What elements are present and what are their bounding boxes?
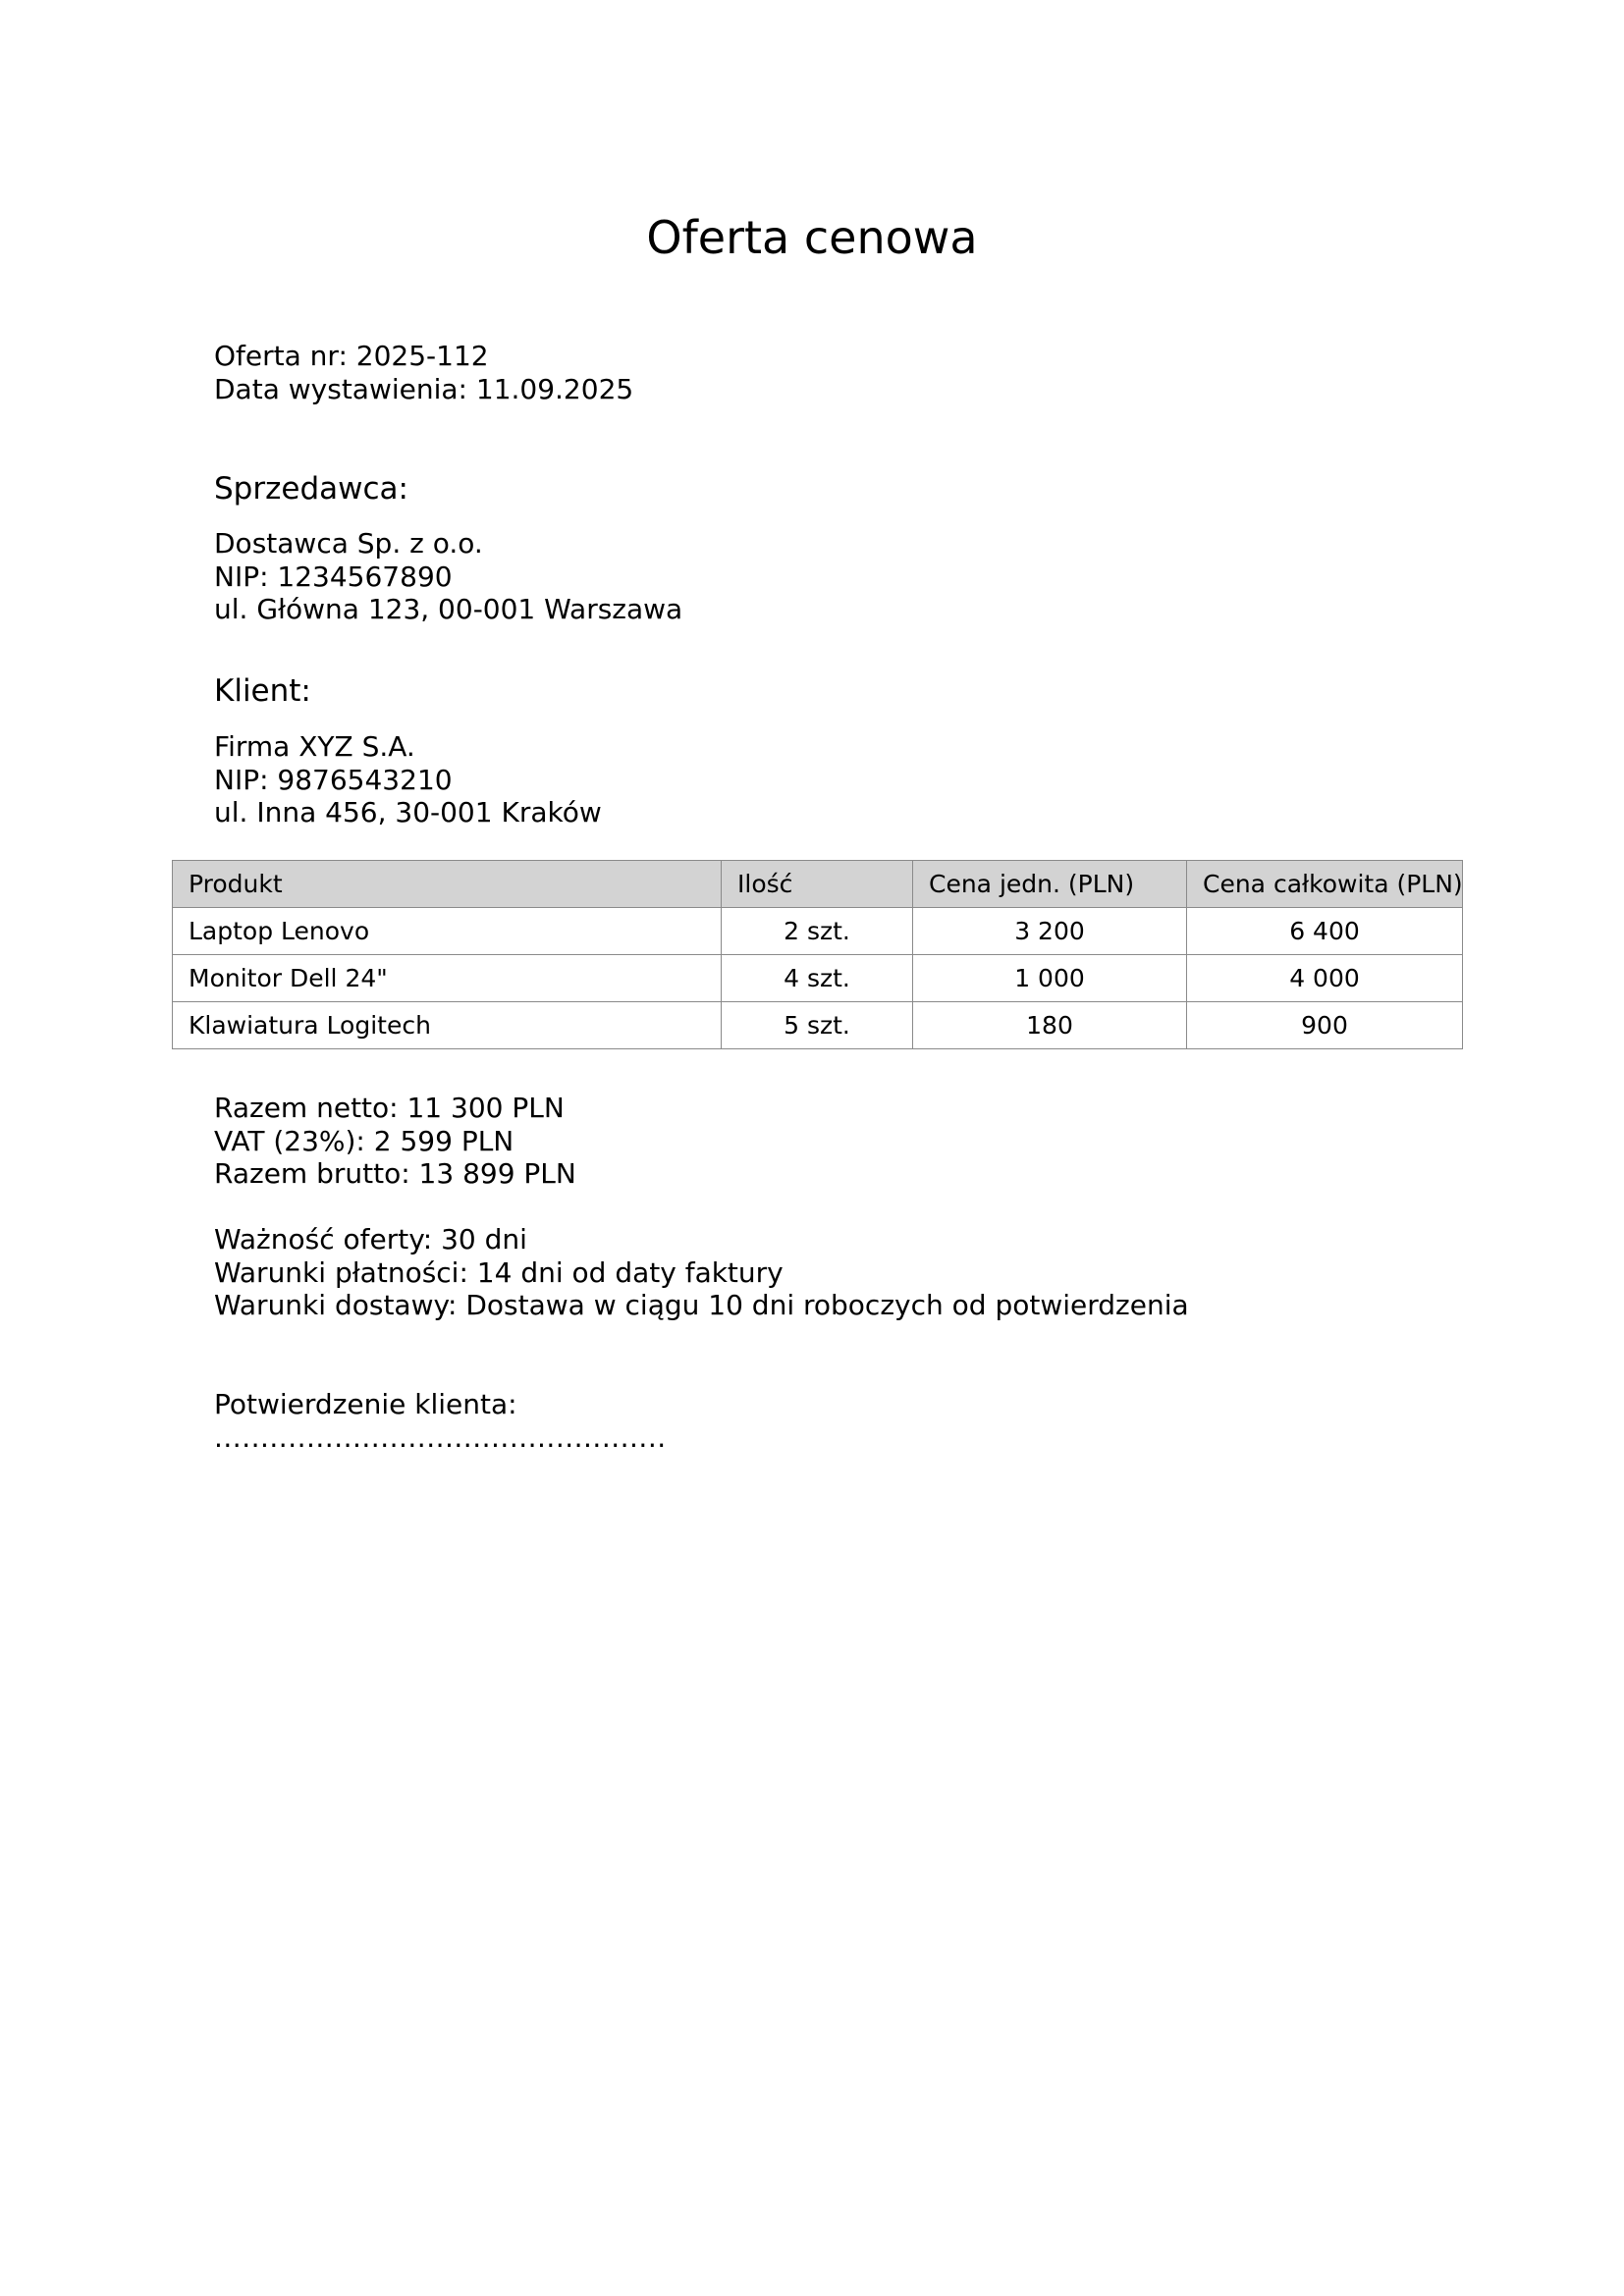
cell-total-price: 4 000 [1187,955,1463,1002]
cell-unit-price: 180 [913,1002,1187,1049]
seller-heading: Sprzedawca: [214,471,408,507]
issue-date: Data wystawienia: 11.09.2025 [214,372,634,405]
seller-nip: NIP: 1234567890 [214,560,453,593]
cell-quantity: 4 szt. [722,955,913,1002]
net-total: Razem netto: 11 300 PLN [214,1092,565,1124]
column-header-unit-price: Cena jedn. (PLN) [913,861,1187,908]
cell-product: Klawiatura Logitech [173,1002,722,1049]
client-name: Firma XYZ S.A. [214,730,415,763]
payment-terms: Warunki płatności: 14 dni od daty faktury [214,1255,784,1289]
delivery-terms: Warunki dostawy: Dostawa w ciągu 10 dni roboczych od potwierdzenia [214,1289,1189,1321]
client-details [214,730,602,829]
table-row [173,955,1463,1002]
table-row [173,1002,1463,1049]
column-header-product: Produkt [173,861,722,908]
signature-line: ................................................. [214,1420,667,1454]
column-header-total-price: Cena całkowita (PLN) [1187,861,1463,908]
cell-unit-price: 3 200 [913,908,1187,955]
cell-product: Laptop Lenovo [173,908,722,955]
table-header-row [173,861,1463,908]
seller-name: Dostawca Sp. z o.o. [214,527,483,560]
totals-summary [214,1092,576,1191]
column-header-quantity: Ilość [722,861,913,908]
cell-quantity: 2 szt. [722,908,913,955]
offer-validity: Ważność oferty: 30 dni [214,1223,527,1255]
gross-total: Razem brutto: 13 899 PLN [214,1157,576,1190]
cell-total-price: 900 [1187,1002,1463,1049]
offer-terms [214,1223,1189,1322]
table-row [173,908,1463,955]
offer-meta [214,340,633,405]
confirmation-label: Potwierdzenie klienta: [214,1388,517,1420]
offer-number: Oferta nr: 2025-112 [214,340,489,372]
cell-quantity: 5 szt. [722,1002,913,1049]
client-heading: Klient: [214,673,311,709]
cell-total-price: 6 400 [1187,908,1463,955]
cell-product: Monitor Dell 24" [173,955,722,1002]
client-confirmation [214,1388,667,1454]
client-address: ul. Inna 456, 30-001 Kraków [214,796,602,828]
cell-unit-price: 1 000 [913,955,1187,1002]
seller-details [214,527,682,626]
vat-amount: VAT (23%): 2 599 PLN [214,1124,514,1157]
document-title: Oferta cenowa [646,211,978,264]
seller-address: ul. Główna 123, 00-001 Warszawa [214,593,683,625]
client-nip: NIP: 9876543210 [214,763,453,796]
products-table [172,860,1463,1049]
